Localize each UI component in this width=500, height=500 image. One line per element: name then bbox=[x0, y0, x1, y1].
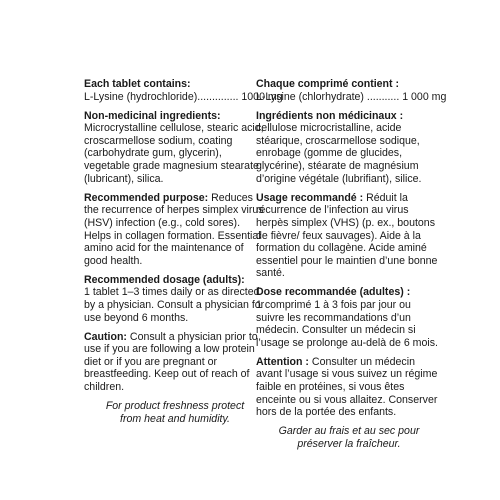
medicinal-ingredient-fr: L-Lysine (chlorhydrate) ........... 1 000 mg bbox=[256, 90, 447, 103]
caution-text-fr: Consulter un médecin avant l’usage si vous suivez un régime faible en protéines, si vous êtes enceinte ou si vous allaitez. Conserver hors de la portée des enfants. bbox=[256, 355, 438, 419]
caution-heading-fr: Attention : bbox=[256, 355, 309, 368]
dosage-section-fr bbox=[256, 286, 442, 349]
dosage-text-fr: 1 comprimé 1 à 3 fois par jour ou suivre les recommandations d’un médecin. Consulter un médecin si l’usage se prolonge au-delà de 6 mois. bbox=[256, 299, 438, 349]
nonmedicinal-text: Microcrystalline cellulose, stearic acid, croscarmellose sodium, coating (carbohydrate gum, glycerin), vegetable grade magnesium stearate (lubricant), silica. bbox=[84, 122, 264, 185]
contains-heading-fr: Chaque comprimé contient : bbox=[256, 78, 400, 90]
storage-note: For product freshness protect from heat and humidity. bbox=[105, 400, 245, 425]
french-column bbox=[256, 78, 447, 451]
nonmedicinal-section bbox=[84, 110, 266, 186]
contains-heading: Each tablet contains: bbox=[84, 78, 191, 90]
purpose-text: Reduces the recurrence of herpes simplex virus (HSV) infection (e.g., cold sores). Helps in collagen formation. Essential amino acid for the maintenance of good health. bbox=[84, 191, 264, 267]
purpose-heading: Recommended purpose: bbox=[84, 191, 209, 204]
medicinal-ingredient: L-Lysine (hydrochloride).............. 1000 mg bbox=[84, 90, 283, 103]
purpose-section bbox=[84, 192, 266, 268]
nonmedicinal-section-fr bbox=[256, 110, 442, 186]
dosage-heading-fr: Dose recommandée (adultes) : bbox=[256, 286, 411, 299]
medicinal-section bbox=[84, 78, 283, 103]
dosage-heading: Recommended dosage (adults): bbox=[84, 273, 245, 286]
dosage-section bbox=[84, 274, 266, 324]
caution-section-fr bbox=[256, 356, 442, 419]
caution-section bbox=[84, 331, 266, 394]
purpose-section-fr bbox=[256, 192, 442, 280]
nonmedicinal-text-fr: cellulose microcristalline, acide stéarique, croscarmellose sodique, enrobage (gomme de glucides, glycérine), stéarate de magnésium d’origine végétale (lubrifiant), silice. bbox=[256, 122, 422, 185]
nonmedicinal-heading: Non-medicinal ingredients: bbox=[84, 109, 221, 122]
purpose-text-fr: Réduit la récurrence de l’infection au virus herpès simplex (VHS) (p. ex., boutons de fièvre/ feux sauvages). Aide à la formation du collagène. Acide aminé essentiel pour le maintien d’une bonne santé. bbox=[256, 191, 438, 280]
caution-text: Consult a physician prior to use if you are following a low protein diet or if you are pregnant or breastfeeding. Keep out of reach of children. bbox=[84, 330, 258, 394]
dosage-text: 1 tablet 1–3 times daily or as directed by a physician. Consult a physician for use beyond 6 months. bbox=[84, 286, 265, 324]
nonmedicinal-heading-fr: Ingrédients non médicinaux : bbox=[256, 109, 404, 122]
purpose-heading-fr: Usage recommandé : bbox=[256, 191, 364, 204]
medicinal-section-fr bbox=[256, 78, 447, 103]
storage-note-fr: Garder au frais et au sec pour préserver la fraîcheur. bbox=[278, 425, 420, 450]
caution-heading: Caution: bbox=[84, 330, 127, 343]
